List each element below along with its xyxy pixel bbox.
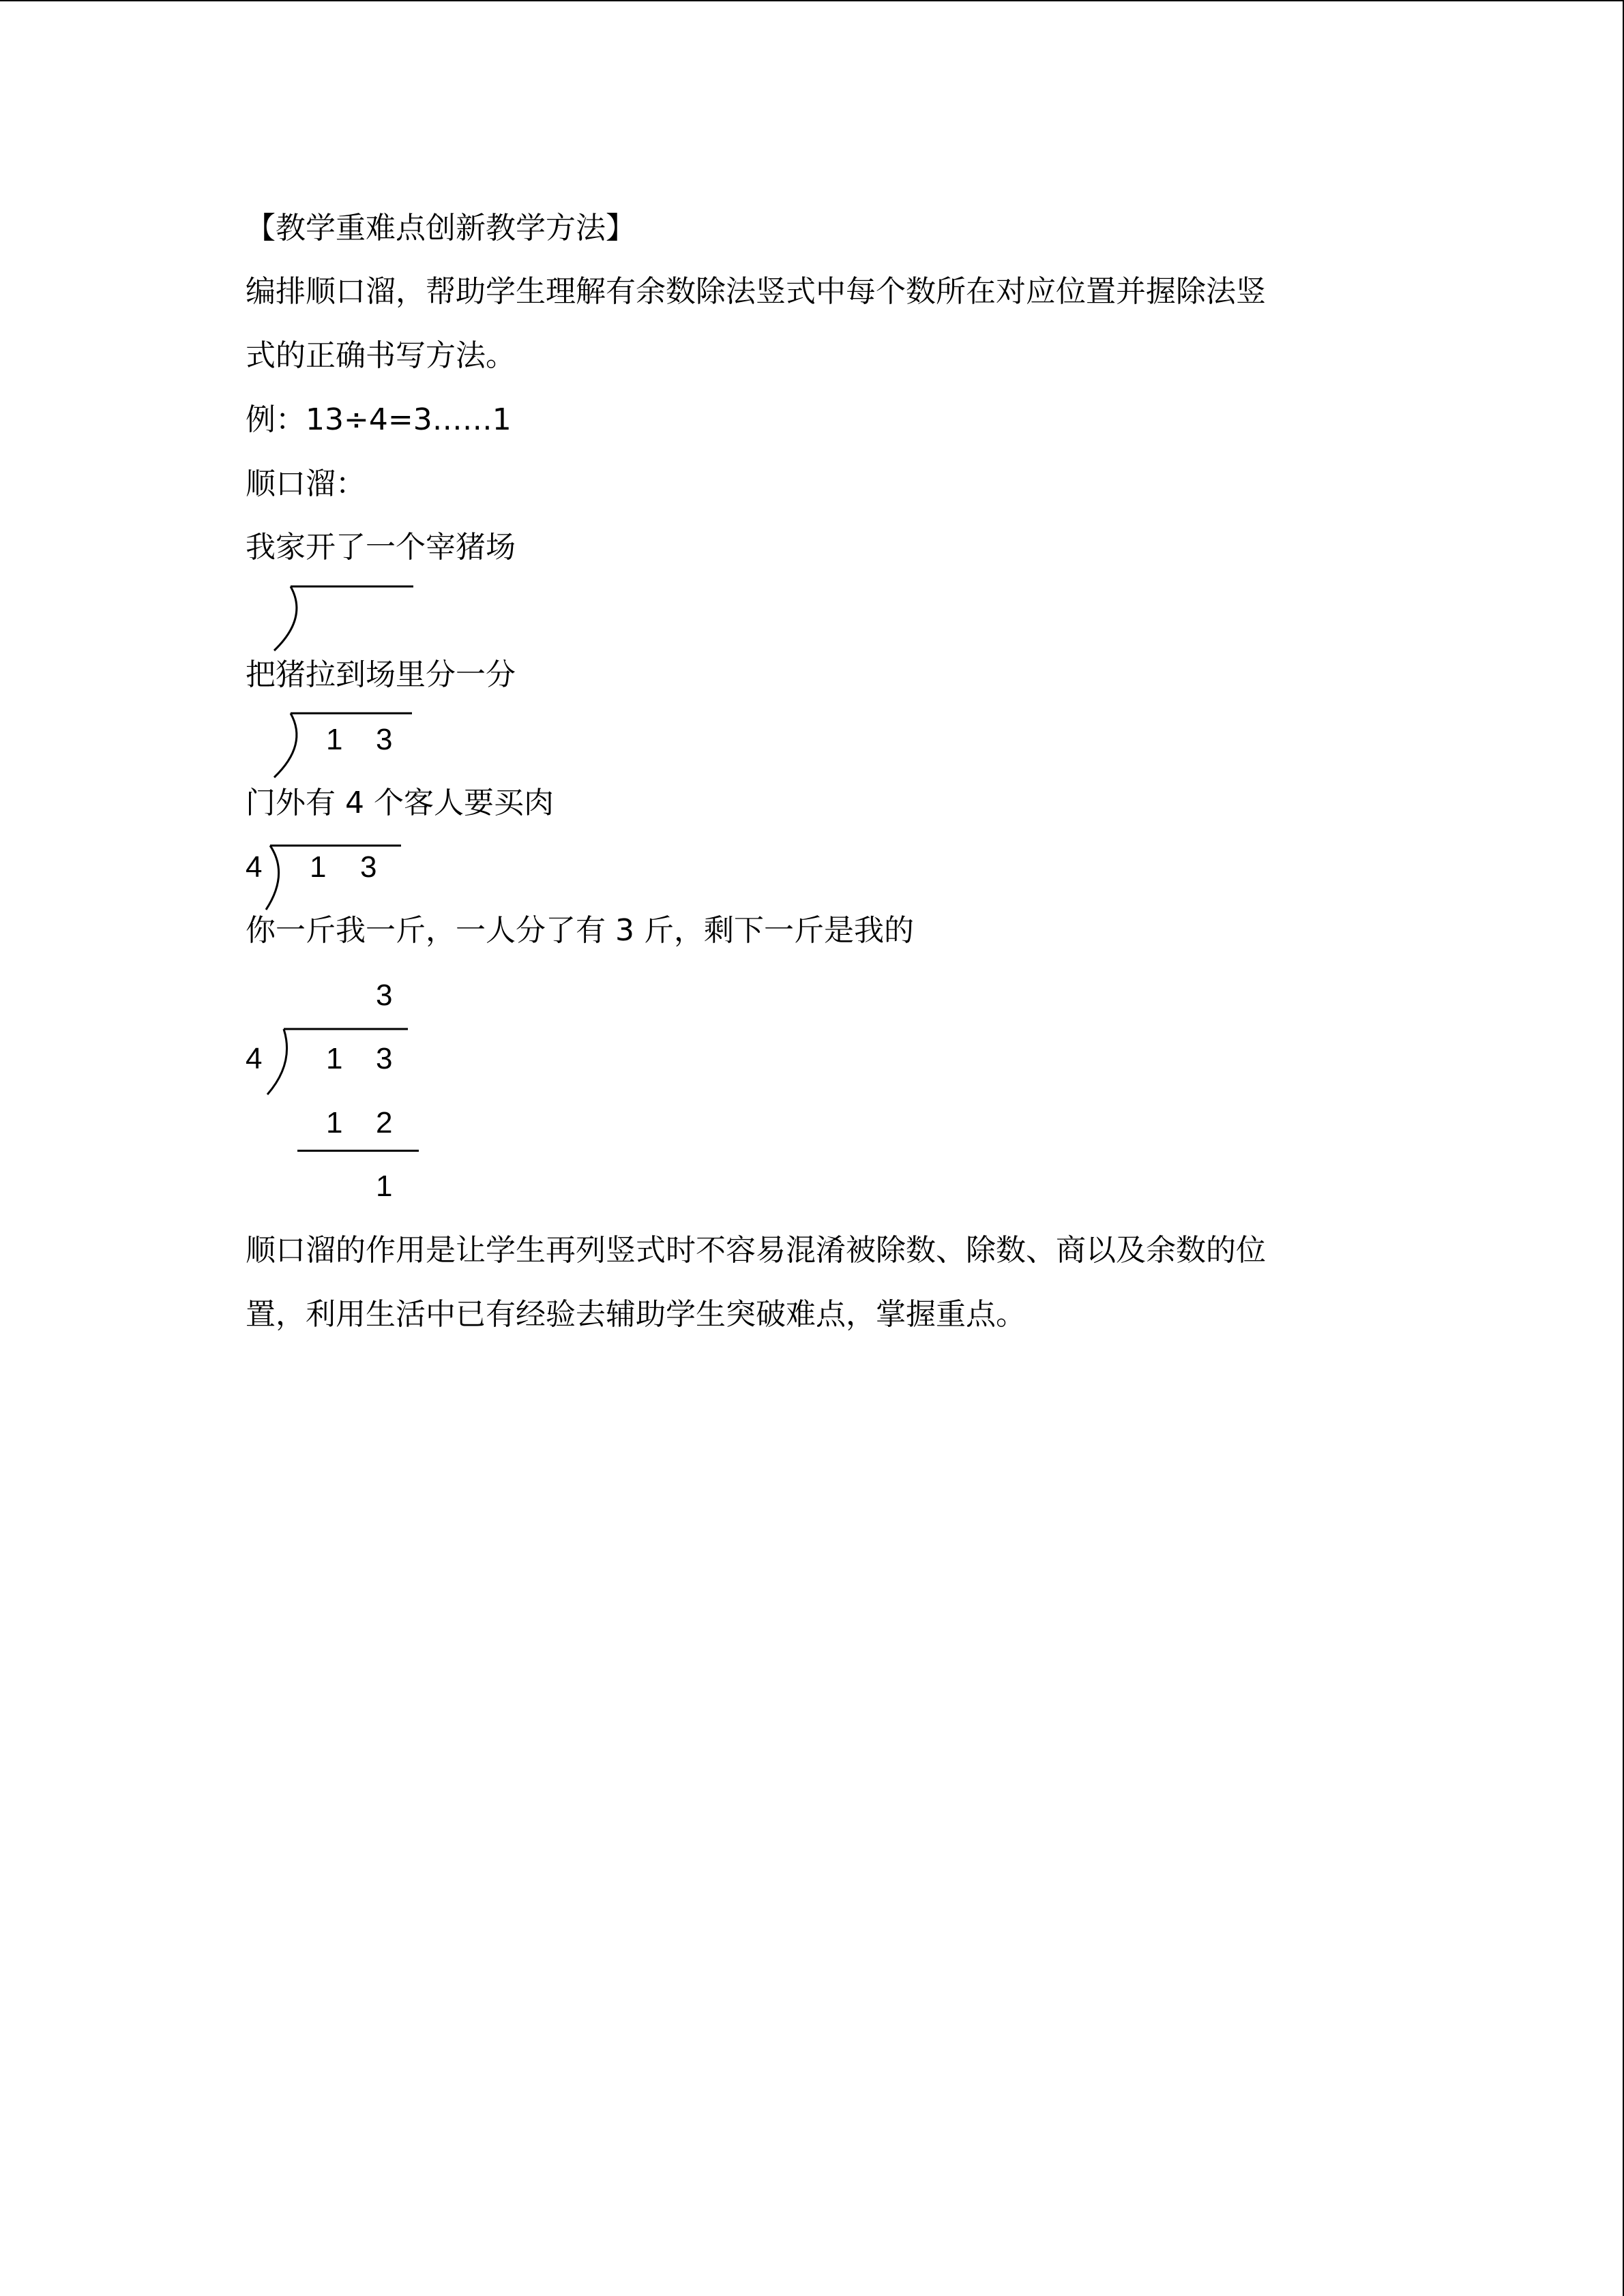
subtraction-rule xyxy=(297,1150,419,1152)
summary-line-2: 置，利用生活中已有经验去辅助学生突破难点，掌握重点。 xyxy=(246,1297,1026,1332)
example-line: 例：13÷4=3……1 xyxy=(246,402,512,437)
step3-divisor: 4 xyxy=(246,850,263,884)
division-bracket-step2 xyxy=(273,712,416,780)
step2-dividend-tens: 1 xyxy=(326,723,343,756)
step3-dividend-tens: 1 xyxy=(310,850,327,884)
division-bracket-step1 xyxy=(273,585,416,653)
step4-remainder: 1 xyxy=(376,1169,393,1203)
rhyme-label: 顺口溜： xyxy=(246,466,366,501)
rhyme-line-4: 你一斤我一斤，一人分了有 3 斤，剩下一斤是我的 xyxy=(246,913,914,948)
rhyme-line-3: 门外有 4 个客人要买肉 xyxy=(246,786,554,820)
division-bracket-step3 xyxy=(262,844,405,912)
intro-line-1: 编排顺口溜，帮助学生理解有余数除法竖式中每个数所在对应位置并握除法竖 xyxy=(246,274,1266,309)
rhyme-line-1: 我家开了一个宰猪场 xyxy=(246,530,516,565)
heading: 【教学重难点创新教学方法】 xyxy=(246,211,636,245)
step4-dividend-ones: 3 xyxy=(376,1042,393,1075)
rhyme-line-2: 把猪拉到场里分一分 xyxy=(246,657,516,692)
step3-dividend-ones: 3 xyxy=(360,850,377,884)
step4-dividend-tens: 1 xyxy=(326,1042,343,1075)
step4-product-ones: 2 xyxy=(376,1106,393,1139)
step4-quotient: 3 xyxy=(376,979,393,1012)
step2-dividend-ones: 3 xyxy=(376,723,393,756)
step4-divisor: 4 xyxy=(246,1042,263,1075)
step4-product-tens: 1 xyxy=(326,1106,343,1139)
summary-line-1: 顺口溜的作用是让学生再列竖式时不容易混淆被除数、除数、商以及余数的位 xyxy=(246,1233,1266,1268)
intro-line-2: 式的正确书写方法。 xyxy=(246,338,516,373)
